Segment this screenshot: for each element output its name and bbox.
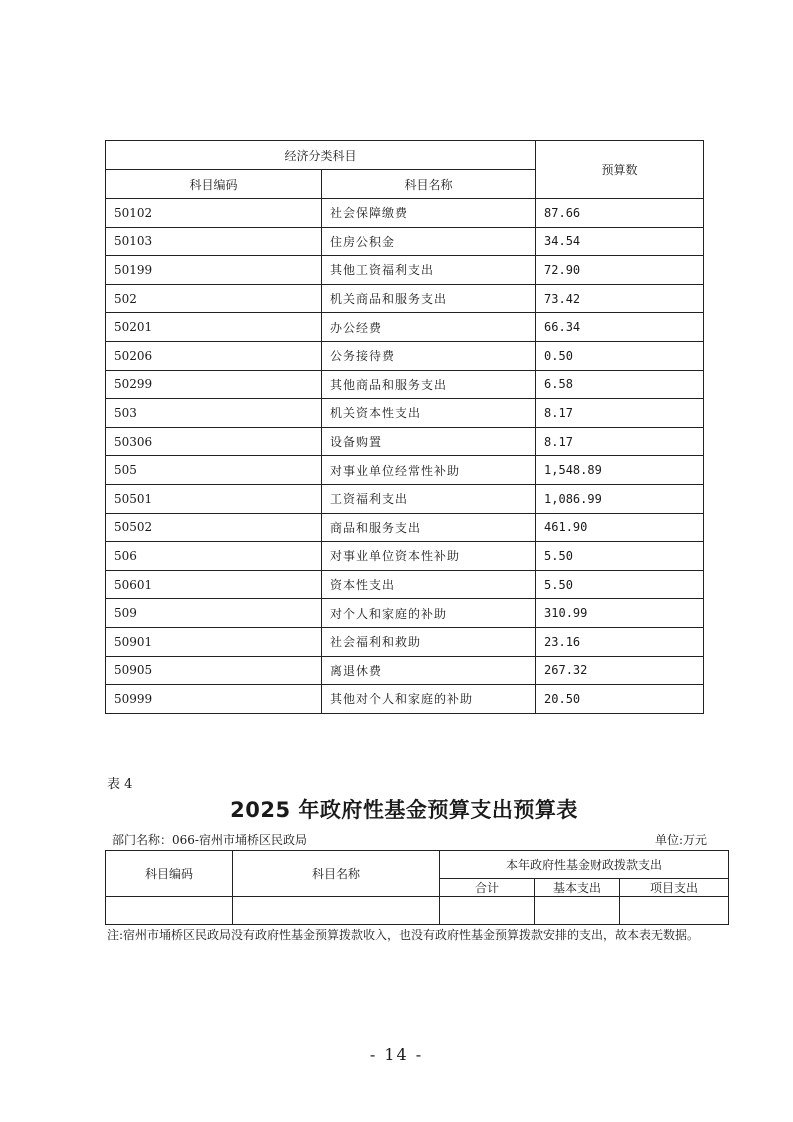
table-note: 注:宿州市埇桥区民政局没有政府性基金预算拨款收入，也没有政府性基金预算拨款安排的支出，故本表无数据。 [107, 928, 700, 942]
budget-amount-cell: 23.16 [536, 627, 704, 656]
header-subject-code: 科目编码 [106, 170, 322, 199]
unit-label: 单位:万元 [655, 833, 708, 847]
subject-name-cell: 对事业单位资本性补助 [322, 542, 536, 571]
budget-amount-cell: 461.90 [536, 513, 704, 542]
subject-code-cell: 50601 [106, 570, 322, 599]
subject-code-cell: 50201 [106, 313, 322, 342]
table-row [106, 370, 704, 399]
subject-code-cell: 503 [106, 399, 322, 428]
table-row [106, 341, 704, 370]
subject-code-cell: 50199 [106, 256, 322, 285]
table-row [106, 685, 704, 714]
header-budget-amount: 预算数 [536, 141, 704, 199]
subject-name-cell: 公务接待费 [322, 341, 536, 370]
table-row [106, 199, 704, 228]
budget-amount-cell: 310.99 [536, 599, 704, 628]
header-economic-classification: 经济分类科目 [106, 141, 536, 170]
subject-code-cell: 50905 [106, 656, 322, 685]
header-total: 合计 [440, 879, 535, 897]
government-fund-table [105, 850, 729, 925]
subject-name-cell: 机关商品和服务支出 [322, 284, 536, 313]
budget-amount-cell: 20.50 [536, 685, 704, 714]
table-row [106, 513, 704, 542]
budget-amount-cell: 1,086.99 [536, 484, 704, 513]
subject-name-cell: 其他商品和服务支出 [322, 370, 536, 399]
table-row [106, 599, 704, 628]
subject-name-cell: 工资福利支出 [322, 484, 536, 513]
budget-amount-cell: 66.34 [536, 313, 704, 342]
subject-name-cell: 对个人和家庭的补助 [322, 599, 536, 628]
subject-name-cell: 商品和服务支出 [322, 513, 536, 542]
budget-amount-cell: 6.58 [536, 370, 704, 399]
empty-cell [106, 897, 233, 925]
subject-name-cell: 其他对个人和家庭的补助 [322, 685, 536, 714]
table-row [106, 427, 704, 456]
table-row [106, 399, 704, 428]
table-row [106, 227, 704, 256]
budget-amount-cell: 34.54 [536, 227, 704, 256]
header-fund-expenditure: 本年政府性基金财政拨款支出 [440, 851, 729, 879]
subject-code-cell: 506 [106, 542, 322, 571]
header-project-expenditure: 项目支出 [620, 879, 729, 897]
subject-name-cell: 机关资本性支出 [322, 399, 536, 428]
subject-code-cell: 50901 [106, 627, 322, 656]
budget-amount-cell: 5.50 [536, 570, 704, 599]
table-row [106, 256, 704, 285]
subject-name-cell: 设备购置 [322, 427, 536, 456]
table-row [106, 456, 704, 485]
empty-cell [620, 897, 729, 925]
budget-amount-cell: 8.17 [536, 427, 704, 456]
subject-code-cell: 50306 [106, 427, 322, 456]
subject-name-cell: 社会福利和救助 [322, 627, 536, 656]
table-label: 表 4 [107, 777, 133, 792]
table-row [106, 313, 704, 342]
subject-name-cell: 社会保障缴费 [322, 199, 536, 228]
budget-amount-cell: 8.17 [536, 399, 704, 428]
budget-amount-cell: 72.90 [536, 256, 704, 285]
department-name: 部门名称：066-宿州市埇桥区民政局 [112, 833, 307, 847]
header-basic-expenditure: 基本支出 [535, 879, 620, 897]
table-row [106, 570, 704, 599]
economic-classification-table [105, 140, 704, 714]
subject-name-cell: 离退休费 [322, 656, 536, 685]
empty-row [106, 897, 729, 925]
budget-amount-cell: 73.42 [536, 284, 704, 313]
subject-name-cell: 资本性支出 [322, 570, 536, 599]
subject-name-cell: 对事业单位经常性补助 [322, 456, 536, 485]
empty-cell [233, 897, 440, 925]
subject-code-cell: 50102 [106, 199, 322, 228]
empty-cell [535, 897, 620, 925]
subject-code-cell: 50206 [106, 341, 322, 370]
subject-code-cell: 502 [106, 284, 322, 313]
table-row [106, 542, 704, 571]
subject-name-cell: 住房公积金 [322, 227, 536, 256]
header-subject-code: 科目编码 [106, 851, 233, 897]
header-subject-name: 科目名称 [233, 851, 440, 897]
table-row [106, 627, 704, 656]
subject-name-cell: 其他工资福利支出 [322, 256, 536, 285]
header-subject-name: 科目名称 [322, 170, 536, 199]
budget-amount-cell: 5.50 [536, 542, 704, 571]
table-row [106, 484, 704, 513]
table-row [106, 284, 704, 313]
budget-amount-cell: 87.66 [536, 199, 704, 228]
subject-name-cell: 办公经费 [322, 313, 536, 342]
budget-amount-cell: 267.32 [536, 656, 704, 685]
table-body [106, 199, 704, 714]
subject-code-cell: 505 [106, 456, 322, 485]
subject-code-cell: 50103 [106, 227, 322, 256]
table-row [106, 656, 704, 685]
subject-code-cell: 509 [106, 599, 322, 628]
subject-code-cell: 50299 [106, 370, 322, 399]
budget-amount-cell: 0.50 [536, 341, 704, 370]
subject-code-cell: 50502 [106, 513, 322, 542]
budget-amount-cell: 1,548.89 [536, 456, 704, 485]
empty-cell [440, 897, 535, 925]
page-number: - 14 - [369, 1045, 424, 1064]
subject-code-cell: 50501 [106, 484, 322, 513]
page-title: 2025 年政府性基金预算支出预算表 [230, 798, 578, 822]
subject-code-cell: 50999 [106, 685, 322, 714]
